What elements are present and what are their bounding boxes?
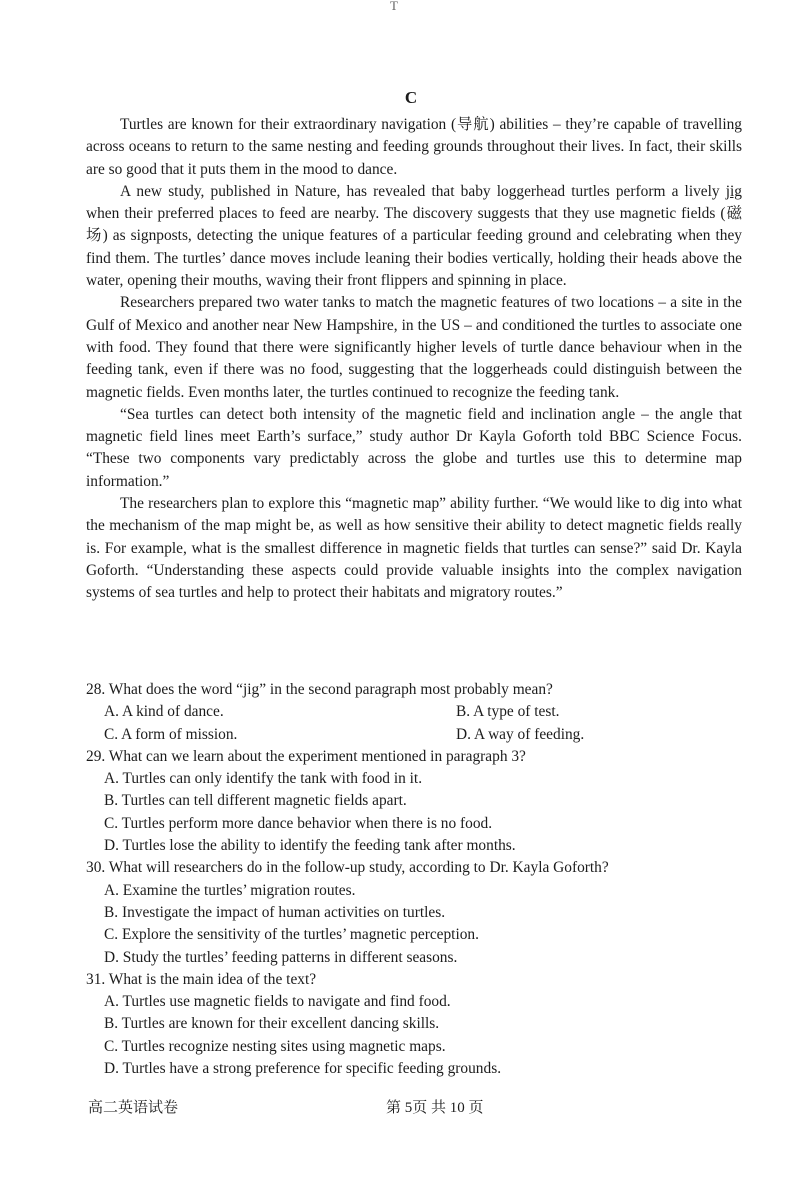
question-stem: 31. What is the main idea of the text? — [86, 970, 317, 988]
option-c: C. Turtles recognize nesting sites using magnetic maps. — [104, 1037, 446, 1055]
option-c: C. Explore the sensitivity of the turtles’ magnetic perception. — [104, 926, 479, 944]
option-b: B. Turtles can tell different magnetic fields apart. — [104, 792, 407, 810]
question-list — [86, 679, 756, 1080]
reading-passage — [86, 114, 742, 605]
option-b: B. Turtles are known for their excellent dancing skills. — [104, 1015, 440, 1033]
option-d: D. Study the turtles’ feeding patterns in different seasons. — [104, 948, 458, 966]
option-c: C. A form of mission. — [104, 725, 238, 743]
option-list — [86, 768, 756, 857]
question-29 — [86, 746, 756, 857]
option-d: D. Turtles have a strong preference for specific feeding grounds. — [104, 1060, 502, 1078]
section-heading: C — [404, 88, 418, 107]
question-30 — [86, 857, 756, 968]
option-a: A. A kind of dance. — [104, 703, 224, 721]
option-b: B. Investigate the impact of human activities on turtles. — [104, 903, 446, 921]
option-d: D. Turtles lose the ability to identify the feeding tank after months. — [104, 837, 516, 855]
option-list — [86, 991, 756, 1080]
question-stem: 28. What does the word “jig” in the second paragraph most probably mean? — [86, 681, 553, 698]
paragraph-2-rest: when their preferred places to feed are nearby. The discovery suggests that they use magnetic fields (磁场) as signposts, detecting the unique features of a particular feeding ground and celebrating when they find them. The turtles’ dance moves include leaning their bodies vertically, holding their heads above the water, opening their mouths, waving their front flippers and spinning in place. — [86, 205, 742, 290]
passage-paragraph-2 — [86, 181, 742, 292]
passage-paragraph-5: The researchers plan to explore this “magnetic map” ability further. “We would like to dig into what the mechanism of the map might be, as well as how sensitive their ability to detect magnetic fields really is. For example, what is the smallest difference in magnetic fields that turtles can sense?” said Dr. Kayla Goforth. “Understanding these aspects could provide valuable insights into the complex navigation systems of sea turtles and help to protect their habitats and migratory routes.” — [86, 495, 742, 602]
passage-paragraph-1: Turtles are known for their extraordinary navigation (导航) abilities – they’re capable of travelling across oceans to return to the same nesting and feeding grounds throughout their lives. In fact, their skills are so good that it puts them in the mood to dance. — [86, 116, 742, 178]
underlined-word-jig: jig — [725, 182, 742, 200]
option-b: B. A type of test. — [456, 703, 560, 721]
option-c: C. Turtles perform more dance behavior when there is no food. — [104, 814, 493, 832]
question-28 — [86, 679, 756, 746]
passage-paragraph-4: “Sea turtles can detect both intensity of the magnetic field and inclination angle – the angle that magnetic field lines meet Earth’s surface,” study author Dr Kayla Goforth told BBC Science Focus. “These two components vary predictably across the globe and turtles use this to determine map information.” — [86, 405, 742, 490]
option-a: A. Turtles can only identify the tank with food in it. — [104, 770, 423, 788]
option-row — [104, 724, 756, 746]
footer-page-number: 第 5页 共 10 页 — [386, 1100, 484, 1116]
option-list — [86, 701, 756, 746]
option-a: A. Turtles use magnetic fields to navigate and find food. — [104, 993, 451, 1011]
question-stem: 30. What will researchers do in the follow-up study, according to Dr. Kayla Goforth? — [86, 859, 609, 877]
option-list — [86, 880, 756, 969]
option-d: D. A way of feeding. — [456, 725, 585, 743]
question-31 — [86, 969, 756, 1080]
footer-exam-title: 高二英语试卷 — [88, 1100, 179, 1116]
passage-paragraph-3: Researchers prepared two water tanks to match the magnetic features of two locations – a site in the Gulf of Mexico and another near New Hampshire, in the US – and conditioned the turtles to associate one with food. They found that there were significantly higher levels of turtle dance behaviour when in the feeding tank, even if there was no food, suggesting that the loggerheads could distinguish between the magnetic fields. Even months later, the turtles continued to recognize the feeding tank. — [86, 294, 742, 401]
question-stem: 29. What can we learn about the experiment mentioned in paragraph 3? — [86, 747, 526, 765]
paragraph-2-lead: A new study, published in Nature, has revealed that baby loggerhead turtles perform a lively — [120, 182, 726, 200]
option-row — [104, 701, 756, 723]
page-top-mark: T — [390, 0, 398, 13]
option-a: A. Examine the turtles’ migration routes. — [104, 881, 356, 899]
